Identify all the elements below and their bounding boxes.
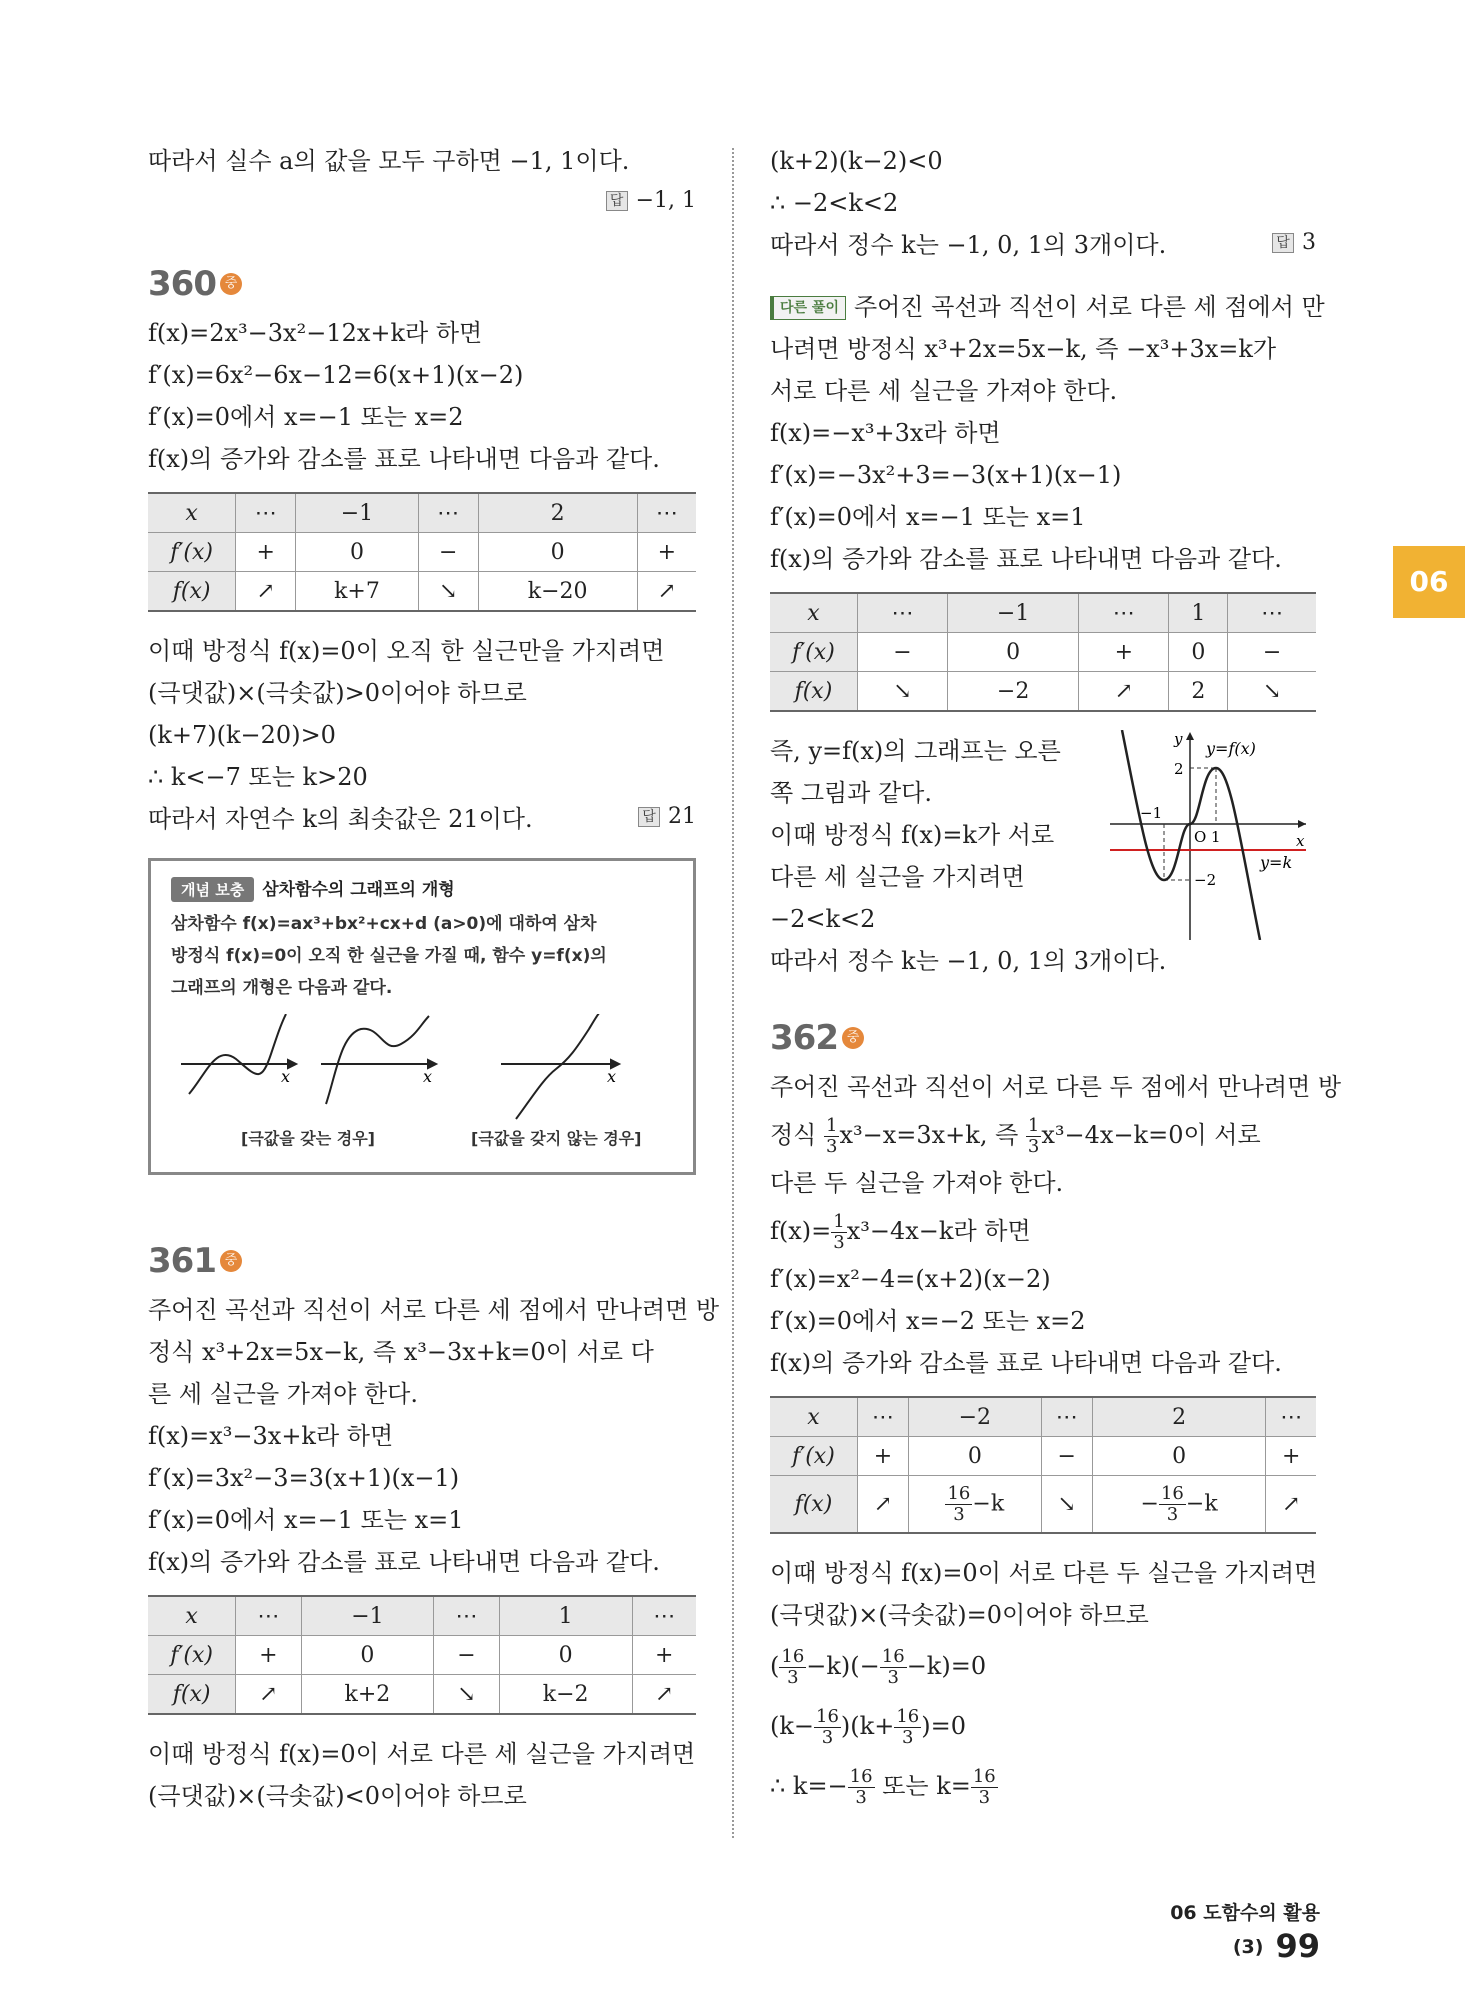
table-cell: f(x) (148, 1675, 236, 1715)
solution-line: 정식 x³+2x=5x−k, 즉 x³−3x+k=0이 서로 다 (148, 1338, 654, 1366)
level-badge: 중 (220, 273, 242, 295)
concept-graph-sketches (171, 1014, 671, 1124)
caption-extremum: [극값을 갖는 경우] (241, 1129, 375, 1148)
solution-line: 주어진 곡선과 직선이 서로 다른 두 점에서 만나려면 방 (770, 1073, 1342, 1101)
sketch-3-curve (516, 1014, 603, 1119)
problem-number: 360 (148, 264, 216, 304)
text-part: −k (1185, 1491, 1218, 1516)
fraction-16-3 (779, 1647, 806, 1688)
table-cell: ↗ (857, 1476, 908, 1534)
text-part: −k)(− (806, 1652, 880, 1680)
concept-tag: 개념 보충 (171, 877, 254, 902)
sign-table-361 (148, 1595, 696, 1715)
solution-line: 따라서 자연수 k의 최솟값은 21이다. (148, 805, 533, 833)
table-cell: ↘ (857, 672, 947, 712)
solution-line: f′(x)=0에서 x=−1 또는 x=2 (148, 403, 464, 431)
denominator: 3 (826, 1136, 838, 1157)
axis-label: x (423, 1067, 433, 1086)
text-part: x³−4x−k=0이 서로 (1041, 1121, 1261, 1149)
concept-box (148, 858, 696, 1175)
solution-line: 른 세 실근을 가져야 한다. (148, 1380, 418, 1408)
solution-line: 서로 다른 세 실근을 가져야 한다. (770, 377, 1118, 405)
intro-answer (148, 182, 696, 220)
sketch-2-curve (326, 1016, 429, 1104)
table-cell: + (632, 1636, 696, 1675)
x-label: x (1296, 832, 1305, 850)
fraction-16-3 (945, 1484, 972, 1525)
table-cell: ↗ (632, 1675, 696, 1715)
solution-line: f′(x)=−3x²+3=−3(x+1)(x−1) (770, 461, 1122, 489)
table-cell: ⋯ (637, 493, 696, 533)
axis-label: x (281, 1067, 291, 1086)
table-cell: 1 (499, 1596, 632, 1636)
table-cell: ↘ (434, 1675, 499, 1715)
table-cell: −2 (908, 1397, 1041, 1437)
solution-line-with-fractions (770, 1108, 1316, 1162)
solution-line: (k+7)(k−20)>0 (148, 721, 336, 749)
solution-line: f′(x)=0에서 x=−1 또는 x=1 (770, 503, 1086, 531)
level-badge: 중 (220, 1250, 242, 1272)
graph-section (770, 730, 1316, 940)
table-cell: + (236, 1636, 301, 1675)
solution-line: (극댓값)×(극솟값)=0이어야 하므로 (770, 1601, 1149, 1629)
fraction-one-third (1026, 1116, 1041, 1157)
solution-line: f′(x)=6x²−6x−12=6(x+1)(x−2) (148, 361, 524, 389)
table-cell: x (148, 1596, 236, 1636)
table-cell: ↗ (1266, 1476, 1316, 1534)
denominator: 3 (821, 1727, 834, 1748)
table-cell: x (770, 1397, 857, 1437)
table-cell: ⋯ (236, 493, 296, 533)
axis-label: x (607, 1067, 617, 1086)
text-part: ( (770, 1652, 780, 1680)
text-part: 정식 (770, 1121, 817, 1149)
table-cell: f′(x) (770, 633, 857, 672)
table-cell: −1 (296, 493, 418, 533)
table-cell: 0 (1169, 633, 1228, 672)
concept-graphs (171, 1014, 673, 1154)
intro-line: 따라서 실수 a의 값을 모두 구하면 −1, 1이다. (148, 147, 630, 175)
solution-line: f(x)의 증가와 감소를 표로 나타내면 다음과 같다. (770, 545, 1282, 573)
answer-value: 3 (1302, 230, 1316, 255)
table-cell-min (1092, 1476, 1266, 1534)
table-cell: k+7 (296, 572, 418, 612)
solution-line: f(x)=x³−3x+k라 하면 (148, 1422, 394, 1450)
table-cell: − (1041, 1437, 1092, 1476)
table-cell: f(x) (770, 1476, 857, 1534)
table-cell: ⋯ (632, 1596, 696, 1636)
fraction-16-3 (894, 1707, 921, 1748)
tick-2: 2 (1174, 760, 1184, 778)
line-label: y=k (1260, 853, 1293, 872)
table-cell: ↗ (236, 572, 296, 612)
level-badge: 중 (842, 1027, 864, 1049)
table-cell: −1 (301, 1596, 434, 1636)
table-cell: ↘ (1041, 1476, 1092, 1534)
text-part: x³−4x−k라 하면 (846, 1217, 1031, 1245)
table-cell: f(x) (148, 572, 236, 612)
denominator: 3 (902, 1727, 914, 1748)
denominator: 3 (787, 1667, 799, 1688)
table-cell: k+2 (301, 1675, 434, 1715)
table-cell: k−2 (499, 1675, 632, 1715)
solution-line: 다른 세 실근을 가지려면 (770, 863, 1025, 891)
tick-origin: O (1194, 828, 1207, 846)
table-cell: + (857, 1437, 908, 1476)
table-cell: + (1079, 633, 1169, 672)
table-cell: x (770, 593, 857, 633)
solution-line: f′(x)=3x²−3=3(x+1)(x−1) (148, 1464, 460, 1492)
text-part: 또는 k= (874, 1772, 971, 1800)
chapter-side-tab: 06 (1393, 546, 1465, 618)
table-cell: − (1228, 633, 1316, 672)
numerator: 16 (972, 1766, 996, 1787)
solution-line: f(x)의 증가와 감소를 표로 나타내면 다음과 같다. (148, 1548, 660, 1576)
table-cell: −1 (948, 593, 1079, 633)
numerator: 16 (881, 1646, 905, 1667)
solution-line: f′(x)=x²−4=(x+2)(x−2) (770, 1265, 1051, 1293)
table-cell: 1 (1169, 593, 1228, 633)
concept-title: 삼차함수의 그래프의 개형 (262, 880, 455, 900)
solution-line: 이때 방정식 f(x)=0이 오직 한 실근만을 가지려면 (148, 637, 665, 665)
fraction-16-3 (971, 1767, 998, 1808)
numerator: 1 (833, 1211, 845, 1232)
solution-line: (극댓값)×(극솟값)<0이어야 하므로 (148, 1782, 527, 1810)
solution-line: f(x)의 증가와 감소를 표로 나타내면 다음과 같다. (148, 445, 660, 473)
answer-360 (638, 798, 696, 840)
table-cell: − (857, 633, 947, 672)
numerator: 16 (781, 1646, 805, 1667)
cubic-graph (1110, 730, 1310, 940)
numerator: 1 (826, 1115, 838, 1136)
table-cell: ⋯ (1041, 1397, 1092, 1437)
table-cell: ⋯ (857, 593, 947, 633)
text-part: (k− (770, 1712, 815, 1740)
table-cell: 0 (499, 1636, 632, 1675)
table-cell: ⋯ (1079, 593, 1169, 633)
denominator: 3 (953, 1503, 965, 1525)
problem-360-header (148, 264, 696, 304)
denominator: 3 (1027, 1136, 1040, 1157)
fraction-16-3 (814, 1707, 841, 1748)
solution-line: 나려면 방정식 x³+2x=5x−k, 즉 −x³+3x=k가 (770, 335, 1277, 363)
text-part: f(x)= (770, 1217, 832, 1245)
alt-solution (770, 286, 1325, 982)
table-cell: − (418, 533, 478, 572)
problem-361-body (148, 1289, 720, 1817)
chapter-title: 06 도함수의 활용 (3) (1170, 1902, 1320, 1958)
y-label: y (1174, 730, 1183, 748)
table-cell: ⋯ (1228, 593, 1316, 633)
tick-neg2: −2 (1194, 871, 1217, 889)
right-column (770, 140, 1342, 1816)
solution-line: 다른 두 실근을 가져야 한다. (770, 1169, 1064, 1197)
table-cell: 0 (478, 533, 637, 572)
final-line-row (148, 798, 696, 840)
numerator: 16 (1160, 1482, 1184, 1504)
table-cell: 2 (478, 493, 637, 533)
denominator: 3 (1166, 1503, 1179, 1525)
table-cell: 0 (301, 1636, 434, 1675)
solution-line: 따라서 정수 k는 −1, 0, 1의 3개이다. (770, 231, 1167, 259)
numerator: 1 (1027, 1115, 1040, 1136)
answer-value: −1, 1 (635, 188, 696, 213)
table-cell: ⋯ (434, 1596, 499, 1636)
sketch-2 (321, 1016, 436, 1104)
answer-mark-icon: 답 (606, 191, 628, 211)
table-cell: 0 (1092, 1437, 1266, 1476)
table-cell: 2 (1092, 1397, 1266, 1437)
table-cell: −2 (948, 672, 1079, 712)
sketch-1 (181, 1014, 296, 1094)
text-part: − (1140, 1491, 1159, 1516)
concept-line: 그래프의 개형은 다음과 같다. (171, 978, 393, 998)
answer-361 (1272, 224, 1316, 266)
denominator: 3 (833, 1232, 845, 1253)
curve-label: y=f(x) (1206, 739, 1256, 758)
denominator: 3 (855, 1787, 867, 1808)
table-cell-max (908, 1476, 1041, 1534)
text-part: −k)=0 (906, 1652, 987, 1680)
solution-line: ∴ −2<k<2 (770, 189, 899, 217)
table-cell: 2 (1169, 672, 1228, 712)
solution-line: 이때 방정식 f(x)=k가 서로 (770, 821, 1055, 849)
numerator: 16 (896, 1706, 920, 1727)
problem-number: 361 (148, 1241, 216, 1281)
answer-mark-icon: 답 (638, 807, 660, 827)
table-cell: ⋯ (857, 1397, 908, 1437)
text-part: −k (972, 1491, 1005, 1516)
y-axis-arrow (1186, 732, 1194, 740)
denominator: 3 (887, 1667, 899, 1688)
solution-line: 주어진 곡선과 직선이 서로 다른 세 점에서 만나려면 방 (148, 1296, 720, 1324)
text-part: ∴ k=− (770, 1772, 848, 1800)
problem-362-body (770, 1066, 1342, 1816)
problem-362-header (770, 1018, 1316, 1058)
text-part: )(k+ (840, 1712, 895, 1740)
solution-line: 이때 방정식 f(x)=0이 서로 다른 두 실근을 가지려면 (770, 1559, 1318, 1587)
sign-table-alt (770, 592, 1316, 712)
concept-line: 삼차함수 f(x)=ax³+bx²+cx+d (a>0)에 대하여 삼차 (171, 914, 597, 934)
solution-line: 쪽 그림과 같다. (770, 779, 932, 807)
page-number: 99 (1275, 1927, 1320, 1965)
sign-table-360 (148, 492, 696, 612)
table-cell: ⋯ (236, 1596, 301, 1636)
solution-line: 즉, y=f(x)의 그래프는 오른 (770, 737, 1061, 765)
table-cell: − (434, 1636, 499, 1675)
solution-line: −2<k<2 (770, 905, 876, 933)
table-cell: f′(x) (770, 1437, 857, 1476)
table-cell: f(x) (770, 672, 857, 712)
solution-line: (극댓값)×(극솟값)>0이어야 하므로 (148, 679, 527, 707)
alt-solution-tag: 다른 풀이 (770, 296, 846, 320)
table-cell: x (148, 493, 236, 533)
table-cell: ⋯ (418, 493, 478, 533)
table-cell: + (236, 533, 296, 572)
table-cell: 0 (908, 1437, 1041, 1476)
concept-line: 방정식 f(x)=0이 오직 한 실근을 가질 때, 함수 y=f(x)의 (171, 946, 607, 966)
fraction-one-third (831, 1212, 846, 1253)
solution-line: f(x)의 증가와 감소를 표로 나타내면 다음과 같다. (770, 1349, 1282, 1377)
graph-text (770, 730, 1100, 940)
solution-line-with-fractions (770, 1204, 1316, 1258)
concept-text (171, 908, 673, 1004)
table-cell: 0 (948, 633, 1079, 672)
table-cell: k−20 (478, 572, 637, 612)
solution-line: f′(x)=0에서 x=−2 또는 x=2 (770, 1307, 1086, 1335)
numerator: 16 (947, 1482, 971, 1504)
table-cell: ↘ (418, 572, 478, 612)
table-cell: f′(x) (148, 533, 236, 572)
table-cell: f′(x) (148, 1636, 236, 1675)
solution-line: 따라서 정수 k는 −1, 0, 1의 3개이다. (770, 947, 1167, 975)
answer-value: 21 (668, 804, 696, 829)
problem-360-body (148, 312, 696, 840)
table-cell: 0 (296, 533, 418, 572)
cubic-curve (1122, 730, 1260, 940)
tick-1: 1 (1211, 828, 1221, 846)
denominator: 3 (978, 1787, 991, 1808)
text-part: )=0 (921, 1712, 966, 1740)
solution-line: 이때 방정식 f(x)=0이 서로 다른 세 실근을 가지려면 (148, 1740, 696, 1768)
sign-table-362 (770, 1396, 1316, 1534)
alt-first-line (770, 286, 1325, 328)
equation-line (770, 1636, 1316, 1696)
fraction-16-3 (1159, 1484, 1186, 1525)
equation-line (770, 1756, 1316, 1816)
table-cell: ⋯ (1266, 1397, 1316, 1437)
column-divider (732, 148, 734, 1838)
sketch-1-curve (189, 1014, 286, 1094)
table-cell: + (1266, 1437, 1316, 1476)
alt-first-text: 주어진 곡선과 직선이 서로 다른 세 점에서 만 (853, 293, 1325, 321)
table-cell: ↗ (1079, 672, 1169, 712)
solution-line: ∴ k<−7 또는 k>20 (148, 763, 368, 791)
text-part: x³−x=3x+k, 즉 (839, 1121, 1019, 1149)
caption-no-extremum: [극값을 갖지 않는 경우] (471, 1129, 642, 1148)
numerator: 16 (849, 1766, 873, 1787)
sketch-3 (501, 1014, 619, 1119)
table-cell: ↗ (637, 572, 696, 612)
fraction-one-third (824, 1116, 839, 1157)
table-cell: + (637, 533, 696, 572)
table-cell: ↗ (236, 1675, 301, 1715)
left-column (148, 140, 720, 1817)
solution-line: (k+2)(k−2)<0 (770, 147, 943, 175)
equation-line (770, 1696, 1316, 1756)
table-cell: ↘ (1228, 672, 1316, 712)
solution-line: f(x)=2x³−3x²−12x+k라 하면 (148, 319, 483, 347)
fraction-16-3 (880, 1647, 907, 1688)
problem-361-header (148, 1241, 696, 1281)
tick-neg1: −1 (1140, 804, 1163, 822)
x-axis-arrow (1298, 820, 1306, 828)
solution-line: f′(x)=0에서 x=−1 또는 x=1 (148, 1506, 464, 1534)
numerator: 16 (816, 1706, 839, 1727)
final-line-row (770, 224, 1316, 266)
answer-mark-icon: 답 (1272, 233, 1294, 253)
problem-number: 362 (770, 1018, 838, 1058)
fraction-16-3 (848, 1767, 875, 1808)
solution-line: f(x)=−x³+3x라 하면 (770, 419, 1001, 447)
page-footer (1080, 1898, 1320, 1965)
